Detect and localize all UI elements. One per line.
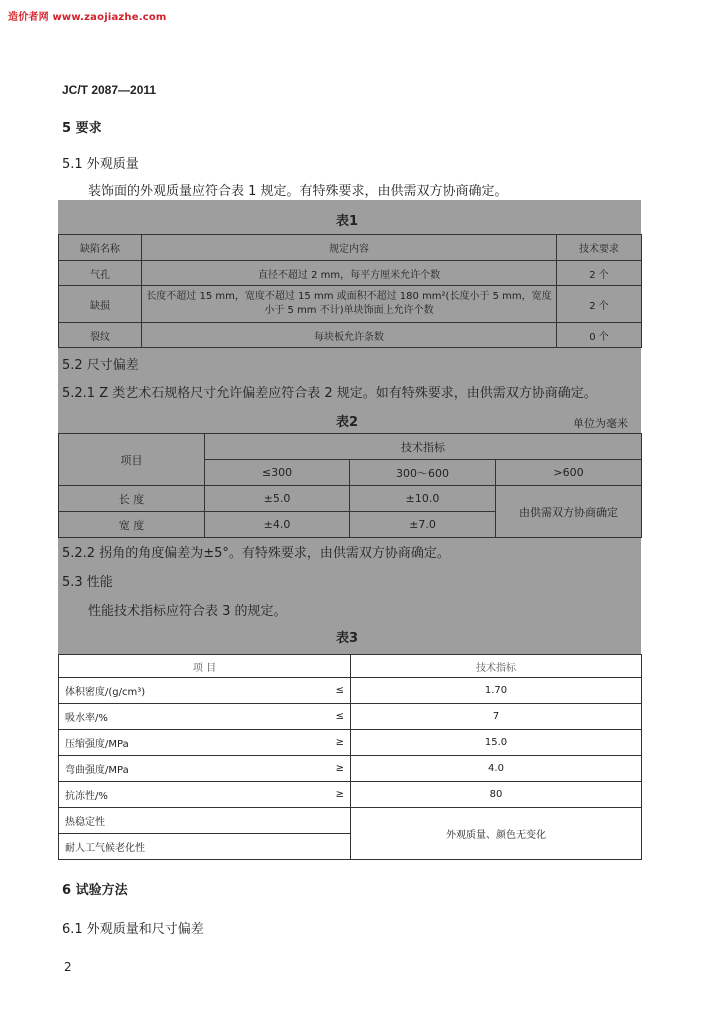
table1-cell: 直径不超过 2 mm，每平方厘米允许个数 xyxy=(142,261,557,286)
table3-item: 抗冻性/% xyxy=(59,782,321,808)
table1-cell: 缺损 xyxy=(59,286,142,323)
table3-item: 体积密度/(g/cm³) xyxy=(59,678,321,704)
table1-cell: 0 个 xyxy=(557,323,642,348)
section-6-heading: 6 试验方法 xyxy=(62,883,128,898)
table1 xyxy=(58,234,642,348)
table3-item: 耐人工气候老化性 xyxy=(59,834,351,860)
table3-item: 热稳定性 xyxy=(59,808,351,834)
table1-header: 规定内容 xyxy=(142,235,557,261)
table2-cell: 宽 度 xyxy=(59,512,205,538)
page-number: 2 xyxy=(64,960,72,974)
table1-header: 技术要求 xyxy=(557,235,642,261)
table2-cell: ±5.0 xyxy=(205,486,350,512)
table2-merged-cell: 由供需双方协商确定 xyxy=(496,486,642,538)
section-6-1-heading: 6.1 外观质量和尺寸偏差 xyxy=(62,922,204,937)
table2-caption: 表2 xyxy=(336,415,359,430)
table2-cell: 长 度 xyxy=(59,486,205,512)
table2 xyxy=(58,433,642,538)
table2-cell: ±10.0 xyxy=(350,486,496,512)
table1-caption: 表1 xyxy=(336,214,359,229)
section-5-2-1-text: 5.2.1 Z 类艺术石规格尺寸允许偏差应符合表 2 规定。如有特殊要求，由供需双方协商确定。 xyxy=(62,386,597,401)
table3-item: 弯曲强度/MPa xyxy=(59,756,321,782)
table1-cell: 每块板允许条数 xyxy=(142,323,557,348)
table3-item: 吸水率/% xyxy=(59,704,321,730)
table2-subheader: >600 xyxy=(496,460,642,486)
table1-header: 缺陷名称 xyxy=(59,235,142,261)
table3-merged-value: 外观质量、颜色无变化 xyxy=(351,808,642,860)
section-5-heading: 5 要求 xyxy=(62,121,102,136)
table2-subheader: 300～600 xyxy=(350,460,496,486)
table2-unit: 单位为毫米 xyxy=(573,417,628,430)
table2-subheader: ≤300 xyxy=(205,460,350,486)
table3-symbol: ≤ xyxy=(321,678,351,704)
watermark: 造价者网 www.zaojiazhe.com xyxy=(8,12,167,23)
section-5-3-text: 性能技术指标应符合表 3 的规定。 xyxy=(88,604,287,619)
section-5-2-2-text: 5.2.2 拐角的角度偏差为±5°。有特殊要求，由供需双方协商确定。 xyxy=(62,546,450,561)
table2-item-header: 项目 xyxy=(59,434,205,486)
table1-cell xyxy=(142,286,557,323)
table2-group-header: 技术指标 xyxy=(205,434,642,460)
table3-caption: 表3 xyxy=(336,631,359,646)
table3-symbol: ≤ xyxy=(321,704,351,730)
table3-header: 项 目 xyxy=(59,655,351,678)
table2-cell: ±7.0 xyxy=(350,512,496,538)
section-5-3-heading: 5.3 性能 xyxy=(62,575,113,590)
section-5-2-heading: 5.2 尺寸偏差 xyxy=(62,358,139,373)
table3-symbol: ≥ xyxy=(321,782,351,808)
table3-header: 技术指标 xyxy=(351,655,642,678)
table1-cell: 2 个 xyxy=(557,286,642,323)
table1-cell: 裂纹 xyxy=(59,323,142,348)
table3 xyxy=(58,654,642,860)
table1-cell: 气孔 xyxy=(59,261,142,286)
table3-value: 15.0 xyxy=(351,730,642,756)
table2-cell: ±4.0 xyxy=(205,512,350,538)
table1-cell-text: 长度不超过 15 mm，宽度不超过 15 mm 或面积不超过 180 mm²(长度小于 5 mm，宽度小于 5 mm 不计)单块饰面上允许个数 xyxy=(146,291,552,316)
table3-symbol: ≥ xyxy=(321,730,351,756)
table3-item: 压缩强度/MPa xyxy=(59,730,321,756)
table1-cell: 2 个 xyxy=(557,261,642,286)
table3-value: 80 xyxy=(351,782,642,808)
table3-symbol: ≥ xyxy=(321,756,351,782)
table3-value: 1.70 xyxy=(351,678,642,704)
section-5-1-heading: 5.1 外观质量 xyxy=(62,157,139,172)
table3-value: 4.0 xyxy=(351,756,642,782)
standard-code: JC/T 2087—2011 xyxy=(62,83,157,97)
section-5-1-text: 装饰面的外观质量应符合表 1 规定。有特殊要求，由供需双方协商确定。 xyxy=(88,184,508,199)
table3-value: 7 xyxy=(351,704,642,730)
